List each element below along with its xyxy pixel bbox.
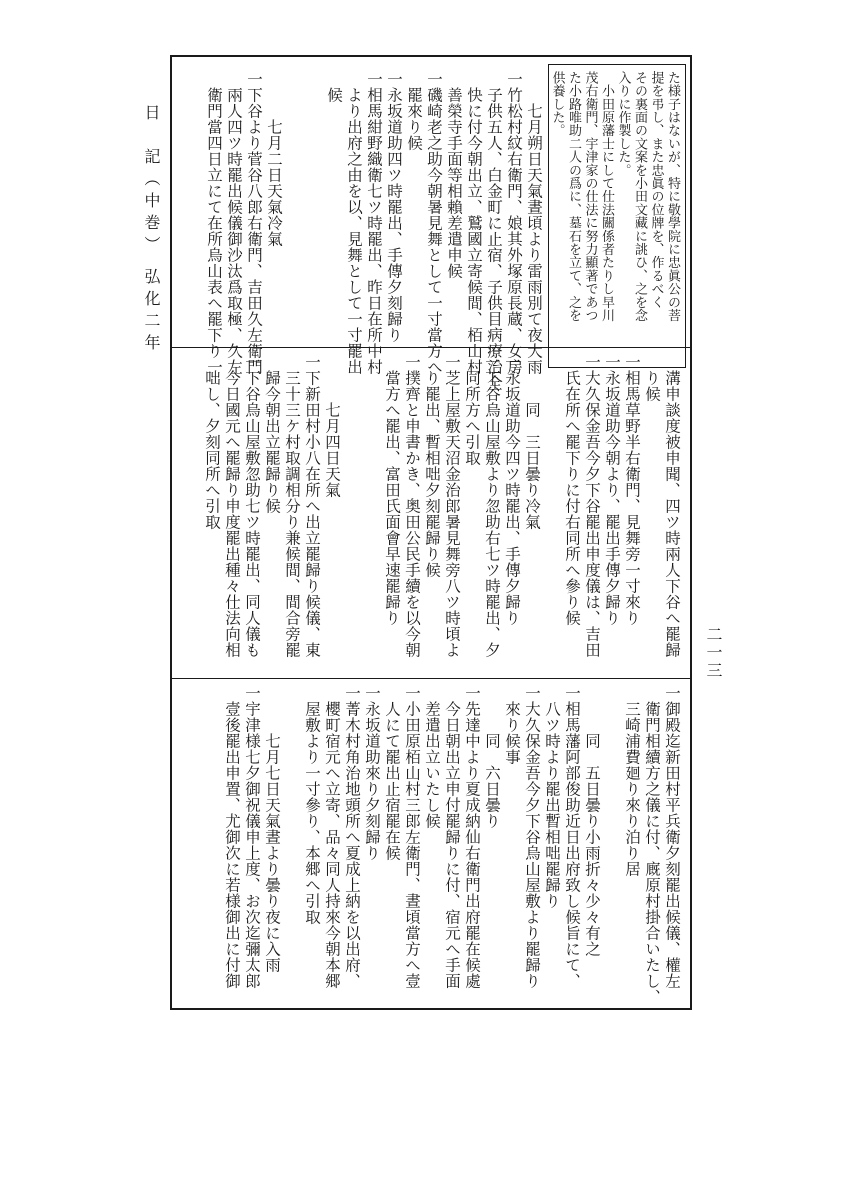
text-line: 一永坂道助今四ツ時罷出、手傳夕歸り [503,354,521,626]
running-head-title: 日 記（中巻） [142,104,161,258]
editor-note-box [548,64,686,368]
text-line: 罷來り候 [405,71,423,151]
text-line: 三崎浦費廻り來り泊り居 [623,685,641,877]
text-line: 咄し、夕刻同所へ引取 [203,354,221,530]
text-line: 一相馬藩阿部俊助近日出府致し候旨にて、 [563,685,581,989]
text-line: 三十三ケ村取調相分り兼候間、間合旁罷 [283,354,301,658]
text-line: 一宇津様七夕御祝儀申上度、お次迄彌太郎 [243,685,261,989]
text-line: 櫻町宿元へ立寄、品々同人持來今朝本郷 [323,685,341,989]
text-line: 一相馬紺野織衛七ツ時罷出、昨日在所中村 [365,71,383,375]
text-line: 氏在所へ罷下りに付右同所へ參り候 [563,354,581,626]
text-line: 一御殿迄新田村平兵衛夕刻罷出候儀、權左 [663,685,681,989]
text-line: 屋敷より一寸參り、本郷へ引取 [303,685,321,925]
text-line: その裏面の文案を小田文藏に誂ひ、之を念 [632,71,647,322]
text-line: 茂右衛門、宇津家の仕法に努力顯著であつ [582,71,598,322]
text-line: 今日朝出立申付罷歸りに付、宿元へ手面 [443,685,461,989]
text-line: 同 五日曇り小雨折々少々有之 [583,685,601,957]
text-line: 衛門當四日立にて在所烏山表へ罷下り一 [205,71,223,375]
text-line: 一小田原栢山村三郎左衛門、晝頃當方へ壹 [403,685,421,989]
text-line: 七月二日天氣冷氣 [265,71,283,247]
text-line: 來り候事 [503,685,521,765]
text-line: 衛門相續方之儀に付、廐原村掛合いたし、 [643,685,661,1005]
text-line: 一永坂道助四ツ時罷出、手傳夕刻歸り [385,71,403,343]
text-line: 壹後罷出申置、尤御次に若様御出に付御 [223,685,241,989]
text-line: 候 [325,71,343,103]
text-line: 兩人四ツ時罷出候儀御沙汰爲取極、久左 [225,71,243,375]
text-line [342,354,362,670]
text-line: 同 三日曇り冷氣 [523,354,541,530]
text-line [304,71,324,339]
text-line: 一下谷より菅谷八郎右衛門、吉田久左衛門 [245,71,263,375]
text-line: 供養した。 [549,71,565,137]
text-line: 子供五人、白金町に止宿、子供目病療治全 [485,71,503,391]
text-line: 一先達中より夏成納仙右衛門出府罷在候處 [463,685,481,989]
page-number: 二一三 [704,626,723,680]
diary-section-middle [202,354,682,670]
text-line: 一下新田村小八在所へ出立罷歸り候儀、東 [303,354,321,658]
text-line: 一下谷烏山屋敷より忽助右七ツ時罷出、夕 [483,354,501,658]
text-line: 一永坂道助今朝より、罷出手傳夕歸り [603,354,621,626]
text-line: 一下谷烏山屋敷忽助七ツ時罷出、同人儀も [243,354,261,658]
text-line: 一竹松村紋右衛門、娘其外塚原長蔵、女房 [505,71,523,375]
text-line: 一大久保金吾今夕下谷烏山屋敷より罷歸り [523,685,541,989]
text-line: た小路唯助二人の爲に、墓石を立て、之を [566,71,581,322]
text-line: り候 [643,354,661,402]
text-line [542,354,562,670]
text-line: 人にて罷出止宿罷在候 [383,685,401,861]
text-line: 一磯崎老之助今朝暑見舞として一寸當方へ [425,71,443,375]
text-line [284,71,304,339]
text-line: 一大久保金吾今夕下谷罷出申度儀は、吉田 [583,354,601,658]
text-line [282,685,302,1003]
text-line: 七月七日天氣晝より曇り夜に入雨 [263,685,281,973]
text-line: り罷出、暫相咄夕刻罷歸り候 [423,354,441,578]
text-line: た様子はないが、特に敬學院に忠眞公の菩 [665,71,680,322]
text-line: 一芝上屋敷天沼金治郎暑見舞旁八ツ時頃よ [443,354,461,658]
text-line: 同 六日曇り [483,685,501,829]
text-line: 入りに作製した。 [615,71,631,177]
text-line: 一撲齊と申書かき、奥田公民手續を以今朝 [403,354,421,658]
text-line: 快に付今朝出立、鷲國立寄候間、栢山村 [465,71,483,375]
text-line: 當方へ罷出、富田氏面會早速罷歸り [383,354,401,626]
text-line [362,354,382,670]
diary-section-bottom [222,685,682,1003]
text-line: 七月朔日天氣晝頃より雷雨別て夜大雨 [525,71,543,375]
text-line: 差遣出立いたし候 [423,685,441,829]
text-line: 今日國元へ罷歸り申度罷出種々仕法向相 [223,354,241,658]
text-line: 善榮寺手面等相賴差遣申候 [445,71,463,279]
text-line: 八ツ時より罷出暫相咄罷歸り [543,685,561,909]
text-line: より出府之由を以、見舞として一寸罷出 [345,71,363,375]
diary-section-top [204,71,544,391]
text-line: 小田原藩士にして仕法關係者たりし早川 [599,71,614,322]
section-divider-2 [172,678,690,679]
text-line [602,685,622,1003]
text-line: 溝申談度被申聞、四ツ時兩人下谷へ罷歸 [663,354,681,658]
text-line: 同所方へ引取 [463,354,481,466]
text-line: 一相馬草野半右衛門、見舞旁一寸來り [623,354,641,626]
text-line: 一永坂道助來り夕刻歸り [363,685,381,861]
text-line: 歸今朝出立罷歸り候 [263,354,281,514]
text-line: 一菁木村角治地頭所へ夏成上納を以出府、 [343,685,361,989]
text-line: 提を弔し、また忠眞の位牌を、作るべく [648,71,664,309]
text-frame [170,55,692,1010]
running-head-era: 弘化二年 [142,268,161,356]
editor-note-text [548,71,680,361]
text-line: 七月四日天氣 [323,354,341,498]
